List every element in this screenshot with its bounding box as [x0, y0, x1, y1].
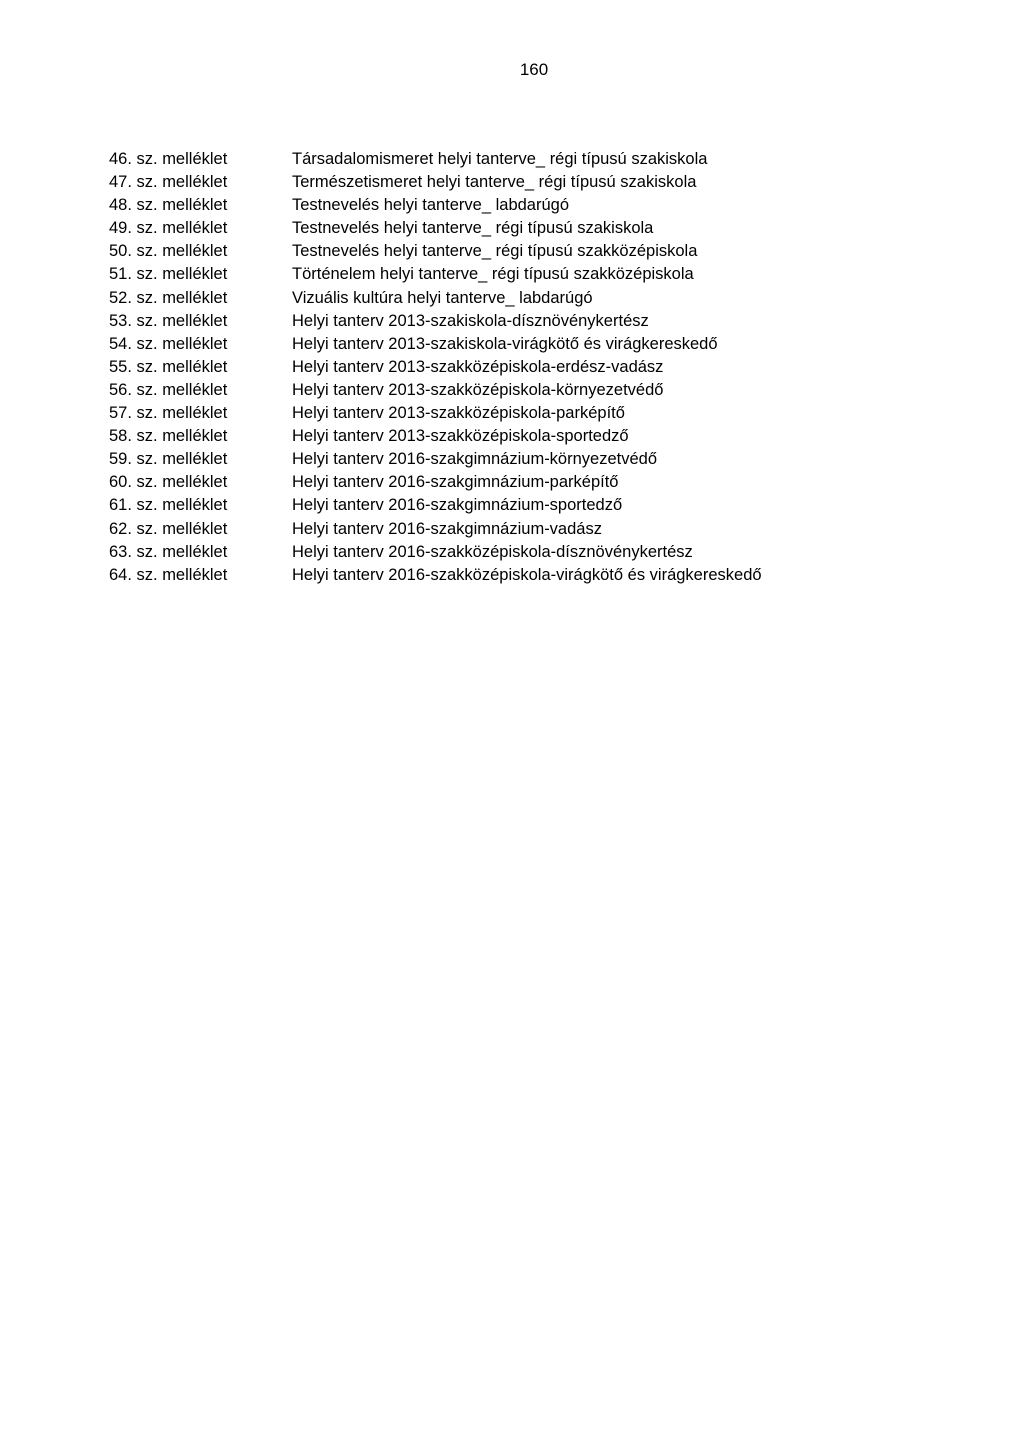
list-item — [109, 287, 929, 310]
list-item — [109, 425, 929, 448]
list-item — [109, 171, 929, 194]
attachment-title: Helyi tanterv 2016-szakgimnázium-sportedző — [292, 496, 623, 515]
page-number: 160 — [519, 60, 549, 79]
list-item — [109, 333, 929, 356]
list-item — [109, 564, 929, 587]
attachment-number: 49. sz. melléklet — [109, 219, 228, 238]
attachment-title: Történelem helyi tanterve_ régi típusú szakközépiskola — [292, 265, 694, 284]
attachment-number: 51. sz. melléklet — [109, 265, 228, 284]
attachment-number: 64. sz. melléklet — [109, 565, 228, 584]
attachment-title: Testnevelés helyi tanterve_ régi típusú szakiskola — [292, 219, 654, 238]
list-item — [109, 310, 929, 333]
attachment-number: 56. sz. melléklet — [109, 380, 228, 399]
list-item — [109, 217, 929, 240]
list-item — [109, 148, 929, 171]
attachment-number: 61. sz. melléklet — [109, 496, 228, 515]
attachment-number: 63. sz. melléklet — [109, 542, 228, 561]
list-item — [109, 356, 929, 379]
attachment-title: Testnevelés helyi tanterve_ régi típusú szakközépiskola — [292, 242, 698, 261]
attachment-number: 57. sz. melléklet — [109, 404, 228, 423]
attachment-title: Helyi tanterv 2013-szakközépiskola-környezetvédő — [292, 380, 664, 399]
list-item — [109, 263, 929, 286]
attachment-number: 55. sz. melléklet — [109, 357, 228, 376]
attachment-title: Társadalomismeret helyi tanterve_ régi típusú szakiskola — [292, 150, 708, 168]
list-item — [109, 379, 929, 402]
attachment-title: Helyi tanterv 2016-szakközépiskola-virágkötő és virágkereskedő — [292, 565, 762, 584]
attachment-number: 59. sz. melléklet — [109, 450, 228, 469]
list-item — [109, 541, 929, 564]
attachment-title: Helyi tanterv 2013-szakközépiskola-parképítő — [292, 404, 625, 423]
attachment-title: Helyi tanterv 2016-szakgimnázium-környezetvédő — [292, 450, 657, 469]
attachment-title: Helyi tanterv 2016-szakközépiskola-dísznövénykertész — [292, 542, 693, 561]
attachment-title: Helyi tanterv 2013-szakközépiskola-erdész-vadász — [292, 357, 664, 376]
attachment-title: Helyi tanterv 2013-szakközépiskola-sportedző — [292, 427, 629, 446]
attachment-number: 46. sz. melléklet — [109, 150, 228, 168]
attachment-number: 52. sz. melléklet — [109, 288, 228, 307]
list-item — [109, 494, 929, 517]
attachment-number: 62. sz. melléklet — [109, 519, 228, 538]
list-item — [109, 448, 929, 471]
attachment-title: Természetismeret helyi tanterve_ régi típusú szakiskola — [292, 173, 697, 192]
attachment-number: 53. sz. melléklet — [109, 311, 228, 330]
attachment-title: Vizuális kultúra helyi tanterve_ labdarúgó — [292, 288, 593, 307]
attachment-title: Helyi tanterv 2013-szakiskola-dísznövénykertész — [292, 311, 649, 330]
list-item — [109, 194, 929, 217]
list-item — [109, 402, 929, 425]
attachment-title: Helyi tanterv 2013-szakiskola-virágkötő és virágkereskedő — [292, 334, 718, 353]
attachment-number: 60. sz. melléklet — [109, 473, 228, 492]
attachment-title: Testnevelés helyi tanterve_ labdarúgó — [292, 196, 570, 215]
list-item — [109, 240, 929, 263]
attachment-list — [109, 148, 929, 587]
list-item — [109, 471, 929, 494]
list-item — [109, 518, 929, 541]
attachment-number: 48. sz. melléklet — [109, 196, 228, 215]
attachment-number: 58. sz. melléklet — [109, 427, 228, 446]
attachment-number: 47. sz. melléklet — [109, 173, 228, 192]
attachment-number: 54. sz. melléklet — [109, 334, 228, 353]
attachment-number: 50. sz. melléklet — [109, 242, 228, 261]
attachment-title: Helyi tanterv 2016-szakgimnázium-parképítő — [292, 473, 619, 492]
attachment-title: Helyi tanterv 2016-szakgimnázium-vadász — [292, 519, 602, 538]
